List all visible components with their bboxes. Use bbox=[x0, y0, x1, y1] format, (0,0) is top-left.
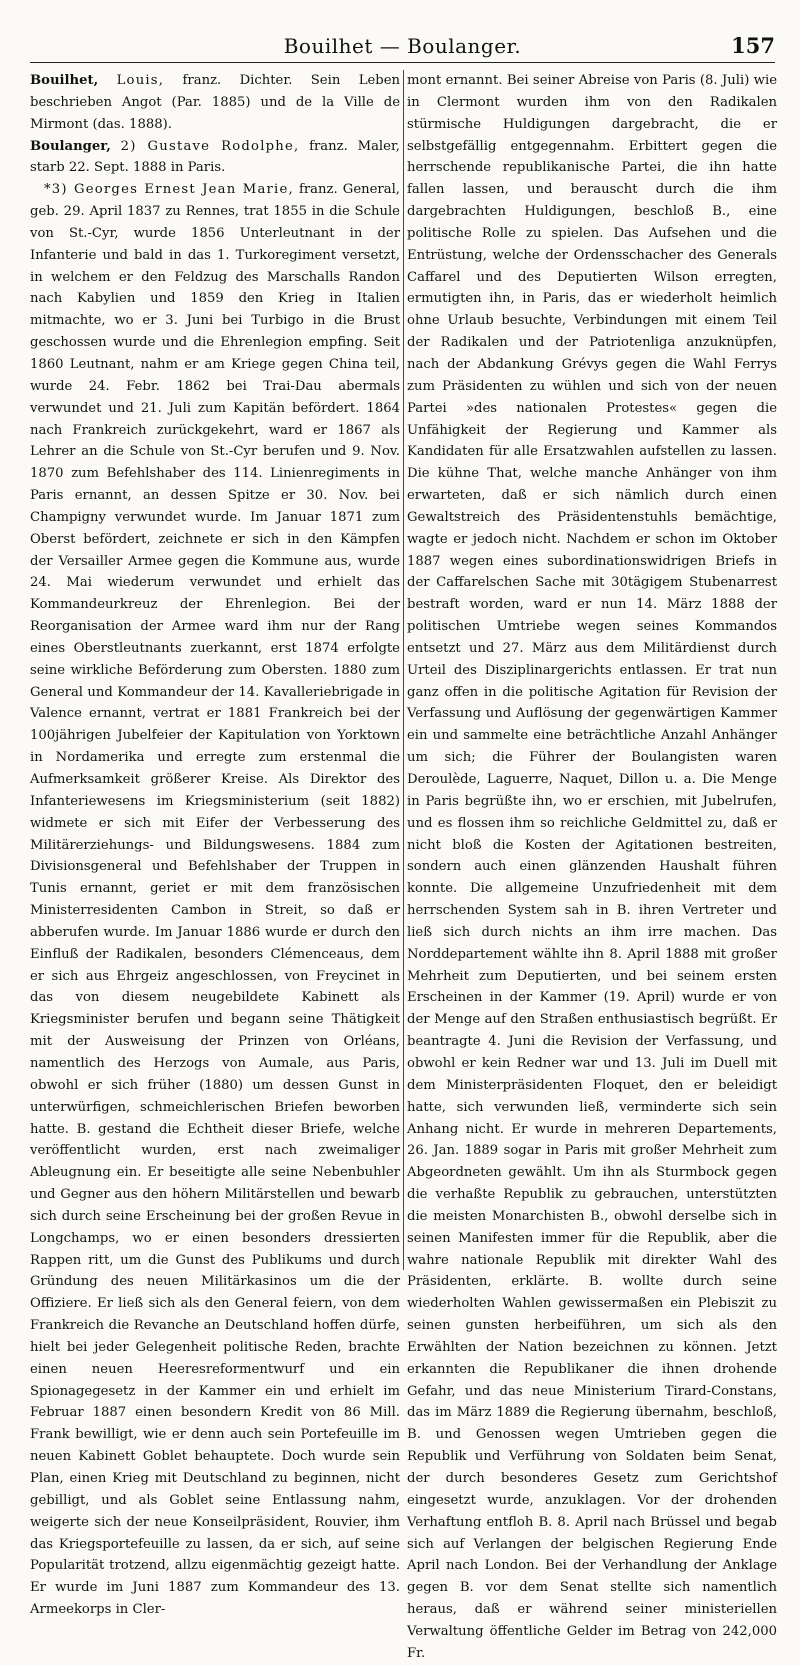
entry-boulanger-3 bbox=[30, 179, 400, 1621]
entry-text: franz. General, geb. 29. April 1837 zu Rennes, trat 1855 in die Schule von St.-Cyr, wurde 1856 Unterleutnant in der Infanterie und bald in das 1. Turkoregiment versetzt, in welchem er den Feldzug des Marschalls Randon nach Kabylien und 1859 den Krieg in Italien mitmachte, wo er 3. Juni bei Turbigo in die Brust geschossen wurde und die Ehrenlegion empfing. Seit 1860 Leutnant, nahm er am Kriege gegen China teil, wurde 24. Febr. 1862 bei Trai-Dau abermals verwundet und 21. Juli zum Kapitän befördert. 1864 nach Frankreich zurückgekehrt, ward er 1867 als Lehrer an die Schule von St.-Cyr berufen und 9. Nov. 1870 zum Befehlshaber des 114. Linienregiments in Paris ernannt, an dessen Spitze er 30. Nov. bei Champigny verwundet wurde. Im Januar 1871 zum Oberst befördert, zeichnete er sich in den Kämpfen der Versailler Armee gegen die Kommune aus, wurde 24. Mai wiederum verwundet und erhielt das Kommandeurkreuz der Ehrenlegion. Bei der Reorganisation der Armee ward ihm nur der Rang eines Oberstleutnants zuerkannt, erst 1874 erfolgte seine wirkliche Beförderung zum Obersten. 1880 zum General und Kommandeur der 14. Kavalleriebrigade in Valence ernannt, vertrat er 1881 Frankreich bei der 100jährigen Jubelfeier der Kapitulation von Yorktown in Nordamerika und erregte zum erstenmal die Aufmerksamkeit größerer Kreise. Als Direktor des Infanteriewesens im Kriegsministerium (seit 1882) widmete er sich mit Eifer der Verbesserung des Militärerziehungs- und Bildungswesens. 1884 zum Divisionsgeneral und Befehlshaber der Truppen in Tunis ernannt, geriet er mit dem französischen Ministerresidenten Cambon in Streit, so daß er abberufen wurde. Im Januar 1886 wurde er durch den Einfluß der Radikalen, besonders Clémenceaus, dem er sich aus Ehrgeiz angeschlossen, von Freycinet in das von diesem neugebildete Kabinett als Kriegsminister berufen und begann seine Thätigkeit mit der Ausweisung der Prinzen von Orléans, namentlich des Herzogs von Aumale, aus Paris, obwohl er sich früher (1880) um dessen Gunst in unterwürfigen, schmeichlerischen Briefen beworben hatte. B. gestand die Echtheit dieser Briefe, welche veröffentlicht wurden, erst nach zweimaliger Ableugnung ein. Er beseitigte alle seine Nebenbuhler und Gegner aus den höhern Militärstellen und bewarb sich durch seine Erscheinung bei der großen Revue in Longchamps, wo er einen besonders dressierten Rappen ritt, um die Gunst des Publikums und durch Gründung des neuen Militärkasinos um die der Offiziere. Er ließ sich als den General feiern, von dem Frankreich die Revanche an Deutschland hoffen dürfe, hielt bei jeder Gelegenheit politische Reden, brachte einen neuen Heeresreformentwurf und ein Spionagegesetz in der Kammer ein und erhielt im Februar 1887 einen besondern Kredit von 86 Mill. Frank bewilligt, wie er denn auch sein Portefeuille im neuen Kabinett Goblet behauptete. Doch wurde sein Plan, einen Krieg mit Deutschland zu beginnen, nicht gebilligt, und als Goblet seine Entlassung nahm, weigerte sich der neue Konseilpräsident, Rouvier, ihm das Kriegsportefeuille zu lassen, da er sich, auf seine Popularität trotzend, allzu eigenmächtig gezeigt hatte. Er wurde im Juni 1887 zum Kommandeur des 13. Armeekorps in Cler- bbox=[30, 182, 401, 1618]
headword-boulanger: Boulanger, bbox=[30, 138, 111, 154]
entry-name: Louis, bbox=[116, 73, 165, 88]
entry-continuation: mont ernannt. Bei seiner Abreise von Paris (8. Juli) wie in Clermont wurden ihm von den Radikalen stürmische Huldigungen dargebracht, die er selbstgefällig entgegennahm. Erbittert gegen die herrschende republikanische Partei, die ihn hatte fallen lassen, und berauscht durch die ihm dargebrachten Huldigungen, beschloß B., eine politische Rolle zu spielen. Das Aufsehen und die Entrüstung, welche der Ordensschacher des Generals Caffarel und des Deputierten Wilson erregten, ermutigten ihn, in Paris, das er wiederholt heimlich ohne Urlaub besuchte, Verbindungen mit einem Teil der Radikalen und der Patriotenliga anzuknüpfen, nach der Abdankung Grévys gegen die Wahl Ferrys zum Präsidenten zu wühlen und sich von der neuen Partei »des nationalen Protestes« gegen die Unfähigkeit der Regierung und Kammer als Kandidaten für alle Ersatzwahlen aufstellen zu lassen. Die kühne That, welche manche Anhänger von ihm erwarteten, daß er sich nämlich durch einen Gewaltstreich des Präsidentenstuhls bemächtige, wagte er jedoch nicht. Nachdem er schon im Oktober 1887 wegen eines subordinationswidrigen Briefs in der Caffarelschen Sache mit 30tägigem Stubenarrest bestraft worden, ward er nun 14. März 1888 der politischen Umtriebe wegen seines Kommandos entsetzt und 27. März aus dem Militärdienst durch Urteil des Disziplinargerichts entlassen. Er trat nun ganz offen in die politische Agitation für Revision der Verfassung und Auflösung der gegenwärtigen Kammer ein und sammelte eine beträchtliche Anzahl Anhänger um sich; die Führer der Boulangisten waren Deroulède, Laguerre, Naquet, Dillon u. a. Die Menge in Paris begrüßte ihn, wo er erschien, mit Jubelrufen, und es flossen ihm so reichliche Geldmittel zu, daß er nicht bloß die Kosten der Agitationen bestreiten, sondern auch einen glänzenden Haushalt führen konnte. Die allgemeine Unzufriedenheit mit dem herrschenden System sah in B. ihren Vertreter und ließ sich durch nichts an ihm irre machen. Das Norddepartement wählte ihn 8. April 1888 mit großer Mehrheit zum Deputierten, und bei seinem ersten Erscheinen in der Kammer (19. April) wurde er von der Menge auf den Straßen enthusiastisch begrüßt. Er beantragte 4. Juni die Revision der Verfassung, und obwohl er kein Redner war und 13. Juli im Duell mit dem Ministerpräsidenten Floquet, den er beleidigt hatte, sich verwunden ließ, verminderte sich sein Anhang nicht. Er wurde in mehreren Departements, 26. Jan. 1889 sogar in Paris mit großer Mehrheit zum Abgeordneten gewählt. Um ihn als Sturmbock gegen die verhaßte Republik zu gebrauchen, unterstützten die meisten Monarchisten B., obwohl derselbe sich in seinen Manifesten immer für die Republik, aber die wahre nationale Republik mit direkter Wahl des Präsidenten, erklärte. B. wollte durch seine wiederholten Wahlen gewissermaßen ein Plebiszit zu seinen gunsten herbeiführen, um sich als den Erwählten der Nation bezeichnen zu können. Jetzt erkannten die Republikaner die ihnen drohende Gefahr, und das neue Ministerium Tirard-Constans, das im März 1889 die Regierung übernahm, beschloß, B. und Genossen wegen Umtrieben gegen die Republik und Verführung von Soldaten beim Senat, der durch besonderes Gesetz zum Gerichtshof eingesetzt wurde, anzuklagen. Vor der drohenden Verhaftung entfloh B. 8. April nach Brüssel und begab sich auf Verlangen der belgischen Regierung Ende April nach London. Bei der Verhandlung der Anklage gegen B. vor dem Senat stellte sich namentlich heraus, daß er während seiner ministeriellen Verwaltung öffentliche Gelder im Betrag von 242,000 Fr. bbox=[407, 73, 777, 1661]
right-column bbox=[407, 70, 777, 1665]
entry-text: franz. Dichter. Sein Leben beschrieben Angot (Par. 1885) und de la Ville de Mirmont (das. 1888). bbox=[30, 73, 400, 132]
entry-boulanger-2 bbox=[30, 136, 400, 180]
left-column bbox=[30, 70, 400, 1621]
page-header bbox=[30, 28, 775, 63]
entry-text: franz. Maler, starb 22. Sept. 1888 in Paris. bbox=[30, 138, 400, 176]
entry-name: 2) Gustave Rodolphe, bbox=[120, 138, 300, 154]
entry-bouilhet bbox=[30, 70, 400, 136]
headword-bouilhet: Bouilhet, bbox=[30, 73, 99, 88]
column-divider bbox=[403, 70, 404, 1270]
entry-name: *3) Georges Ernest Jean Marie, bbox=[44, 182, 294, 198]
running-head: Bouilhet — Boulanger. bbox=[283, 34, 522, 58]
page-number: 157 bbox=[731, 33, 775, 58]
